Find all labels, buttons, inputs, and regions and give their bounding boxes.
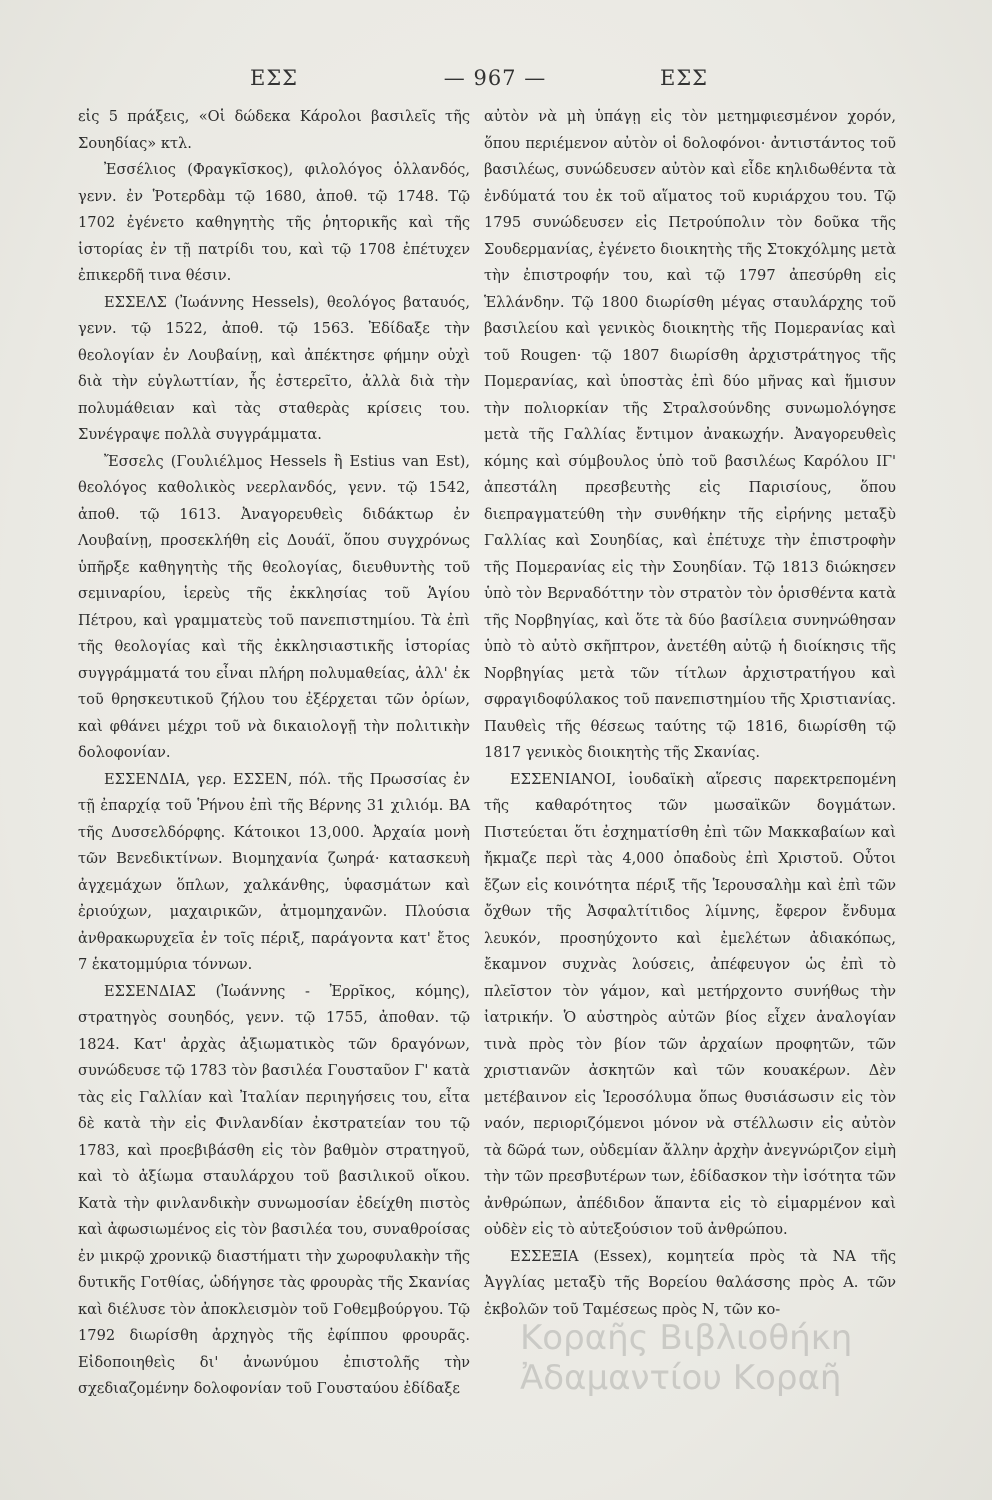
right-column [484, 104, 896, 1323]
watermark-line: Κοραῆς Βιβλιοθήκη [520, 1318, 853, 1358]
left-paragraph: ΕΣΣΕΝΔΙΑ, γερ. ΕΣΣΕΝ, πόλ. τῆς Πρωσσίας ἐν τῇ ἐπαρχίᾳ τοῦ Ῥήνου ἐπὶ τῆς Βέρνης 31 χιλιόμ. ΒΑ τῆς Δυσσελδόρφης. Κάτοικοι 13,000. Ἀρχαία μονὴ τῶν Βενεδικτίνων. Βιομηχανία ζωηρά· κατασκευὴ ἀγχεμάχων ὅπλων, χαλκάνθης, ὑφασμάτων καὶ ἐριούχων, μαχαιρικῶν, ἀτμομηχανῶν. Πλούσια ἀνθρακωρυχεῖα ἐν τοῖς πέριξ, παράγοντα κατ' ἔτος 7 ἑκατομμύρια τόννων. [78, 770, 470, 973]
right-paragraph: αὐτὸν νὰ μὴ ὑπάγῃ εἰς τὸν μετημφιεσμένον χορόν, ὅπου περιέμενον αὐτὸν οἱ δολοφόνοι· ἀντιστάντος τοῦ βασιλέως, συνώδευσεν αὐτὸν καὶ εἶδε κηλιδωθέντα τὰ ἐνδύματά του ἐκ τοῦ αἵματος τοῦ κυριάρχου του. Τῷ 1795 συνώδευσεν εἰς Πετρούπολιν τὸν δοῦκα τῆς Σουδερμανίας, ἐγένετο διοικητὴς τῆς Στοκχόλμης μετὰ τὴν ἐπιστροφήν του, καὶ τῷ 1797 ἀπεσύρθη εἰς Ἑλλάνδην. Τῷ 1800 διωρίσθη μέγας σταυλάρχης τοῦ βασιλείου καὶ γενικὸς διοικητὴς τῆς Πομερανίας καὶ τοῦ Rougen· τῷ 1807 διωρίσθη ἀρχιστράτηγος τῆς Πομερανίας, καὶ ὑποστὰς ἐπὶ δύο μῆνας καὶ ἥμισυν τὴν πολιορκίαν τῆς Στραλσούνδης συνωμολόγησε μετὰ τῆς Γαλλίας ἔντιμον ἀνακωχήν. Ἀναγορευθεὶς κόμης καὶ σύμβουλος ὑπὸ τοῦ βασιλέως Καρόλου ΙΓ' ἀπεστάλη πρεσβευτὴς εἰς Παρισίους, ὅπου διεπραγματεύθη τὴν συνθήκην τῆς εἰρήνης μεταξὺ Γαλλίας καὶ Σουηδίας, καὶ ἐπέτυχε τὴν ἐπιστροφὴν τῆς Πομερανίας εἰς τὴν Σουηδίαν. Τῷ 1813 διώκησεν ὑπὸ τὸν Βερναδόττην τὸν στρατὸν τὸν ὁρισθέντα κατὰ τῆς Νορβηγίας, καὶ ὅτε τὰ δύο βασίλεια συνηνώθησαν ὑπὸ τὸ αὐτὸ σκῆπτρον, ἀνετέθη αὐτῷ ἡ διοίκησις τῆς Νορβηγίας μετὰ τῶν τίτλων ἀρχιστρατήγου καὶ σφραγιδοφύλακος τοῦ πανεπιστημίου τῆς Χριστιανίας. Παυθεὶς τῆς θέσεως ταύτης τῷ 1816, διωρίσθη τῷ 1817 γενικὸς διοικητὴς τῆς Σκανίας. [484, 108, 896, 761]
page-header [0, 66, 992, 96]
header-left-guideword: ΕΣΣ [250, 66, 299, 90]
left-column [78, 104, 470, 1403]
left-paragraph: Ἔσσελς (Γουλιέλμος Hessels ἢ Estius van Est), θεολόγος καθολικὸς νεερλανδός, γενν. τῷ 1542, ἀποθ. τῷ 1613. Ἀναγορευθεὶς διδάκτωρ ἐν Λουβαίνῃ, προσεκλήθη εἰς Δουάϊ, ὅπου συγχρόνως ὑπῆρξε καθηγητὴς τῆς θεολογίας, διευθυντὴς τοῦ σεμιναρίου, ἱερεὺς τῆς ἐκκλησίας τοῦ Ἁγίου Πέτρου, καὶ γραμματεὺς τοῦ πανεπιστημίου. Τὰ ἐπὶ τῆς θεολογίας καὶ τῆς ἐκκλησιαστικῆς ἱστορίας συγγράμματά του εἶναι πλήρη πολυμαθείας, ἀλλ' ἐκ τοῦ θρησκευτικοῦ ζήλου του ἐξέρχεται τῶν ὁρίων, καὶ φθάνει μέχρι τοῦ νὰ δικαιολογῇ τὴν πολιτικὴν δολοφονίαν. [78, 452, 470, 761]
left-paragraph: ΕΣΣΕΝΔΙΑΣ (Ἰωάννης - Ἐρρῖκος, κόμης), στρατηγὸς σουηδός, γενν. τῷ 1755, ἀποθαν. τῷ 1824. Κατ' ἀρχὰς ἀξιωματικὸς τῶν δραγόνων, συνώδευσε τῷ 1783 τὸν βασιλέα Γουσταῦον Γ' κατὰ τὰς εἰς Γαλλίαν καὶ Ἰταλίαν περιηγήσεις του, εἶτα δὲ κατὰ τὴν εἰς Φινλανδίαν ἐκστρατείαν του τῷ 1783, καὶ προεβιβάσθη εἰς τὸν βαθμὸν στρατηγοῦ, καὶ τὸ ἀξίωμα σταυλάρχου τοῦ βασιλικοῦ οἴκου. Κατὰ τὴν φινλανδικὴν συνωμοσίαν ἐδείχθη πιστὸς καὶ ἀφωσιωμένος εἰς τὸν βασιλέα του, συναθροίσας ἐν μικρῷ χρονικῷ διαστήματι τὴν χωροφυλακὴν τῆς δυτικῆς Γοτθίας, ὡδήγησε τὰς φρουρὰς τῆς Σκανίας καὶ διέλυσε τὸν ἀποκλεισμὸν τοῦ Γοθεμβούργου. Τῷ 1792 διωρίσθη ἀρχηγὸς τῆς ἐφίππου φρουρᾶς. Εἰδοποιηθεὶς δι' ἀνωνύμου ἐπιστολῆς τὴν σχεδιαζομένην δολοφονίαν τοῦ Γουσταύου ἐδίδαξε [78, 982, 470, 1397]
header-right-guideword: ΕΣΣ [660, 66, 709, 90]
library-watermark [520, 1318, 940, 1398]
watermark-line: Ἀδαμαντίου Κοραῆ [520, 1358, 842, 1398]
left-paragraph: εἰς 5 πράξεις, «Οἱ δώδεκα Κάρολοι βασιλεῖς τῆς Σουηδίας» κτλ. [78, 108, 470, 152]
right-paragraph: ΕΣΣΕΞΙΑ (Essex), κομητεία πρὸς τὰ ΝΑ τῆς Ἀγγλίας μεταξὺ τῆς Βορείου θαλάσσης πρὸς Α. τῶν ἐκβολῶν τοῦ Ταμέσεως πρὸς Ν, τῶν κο- [484, 1247, 896, 1318]
right-paragraph: ΕΣΣΕΝΙΑΝΟΙ, ἰουδαϊκὴ αἵρεσις παρεκτρεπομένη τῆς καθαρότητος τῶν μωσαϊκῶν δογμάτων. Πιστεύεται ὅτι ἐσχηματίσθη ἐπὶ τῶν Μακκαβαίων καὶ ἤκμαζε περὶ τὰς 4,000 ὀπαδοὺς ἐπὶ Χριστοῦ. Οὗτοι ἔζων εἰς κοινότητα πέριξ τῆς Ἱερουσαλὴμ καὶ ἐπὶ τῶν ὄχθων τῆς Ἀσφαλτίτιδος λίμνης, ἔφερον ἔνδυμα λευκόν, προσηύχοντο καὶ ἐμελέτων ἀδιακόπως, ἔκαμνον συχνὰς λούσεις, ἀπέφευγον ὡς ἐπὶ τὸ πλεῖστον τὸν γάμον, καὶ μετήρχοντο συνήθως τὴν ἰατρικήν. Ὁ αὐστηρὸς αὐτῶν βίος εἶχεν ἀναλογίαν τινὰ πρὸς τὸν βίον τῶν ἀρχαίων προφητῶν, τῶν χριστιανῶν ἀσκητῶν καὶ τῶν κουακέρων. Δὲν μετέβαινον εἰς Ἱεροσόλυμα ὅπως θυσιάσωσιν εἰς τὸν ναόν, περιοριζόμενοι μόνον νὰ στέλλωσιν εἰς αὐτὸν τὰ δῶρά των, οὐδεμίαν ἄλλην ἀρχὴν ἀνεγνώριζον εἰμὴ τὴν τῶν πρεσβυτέρων των, ἐδίδασκον τὴν ἰσότητα τῶν ἀνθρώπων, ἀπέδιδον ἅπαντα εἰς τὸ εἱμαρμένον καὶ οὐδὲν εἰς τὸ αὐτεξούσιον τοῦ ἀνθρώπου. [484, 770, 896, 1238]
page-number: — 967 — [443, 66, 547, 90]
left-paragraph: ΕΣΣΕΛΣ (Ἰωάννης Hessels), θεολόγος βαταυός, γενν. τῷ 1522, ἀποθ. τῷ 1563. Ἐδίδαξε τὴν θεολογίαν ἐν Λουβαίνῃ, καὶ ἀπέκτησε φήμην οὐχὶ διὰ τὴν εὐγλωττίαν, ἧς ἐστερεῖτο, ἀλλὰ διὰ τὴν πολυμάθειαν καὶ τὰς σταθερὰς κρίσεις του. Συνέγραψε πολλὰ συγγράμματα. [78, 293, 470, 443]
left-paragraph: Ἐσσέλιος (Φραγκῖσκος), φιλολόγος ὁλλανδός, γενν. ἐν Ῥοτερδὰμ τῷ 1680, ἀποθ. τῷ 1748. Τῷ 1702 ἐγένετο καθηγητὴς τῆς ῥητορικῆς καὶ τῆς ἱστορίας ἐν τῇ πατρίδι του, καὶ τῷ 1708 ἐπέτυχεν ἐπικερδῆ τινα θέσιν. [78, 161, 470, 284]
